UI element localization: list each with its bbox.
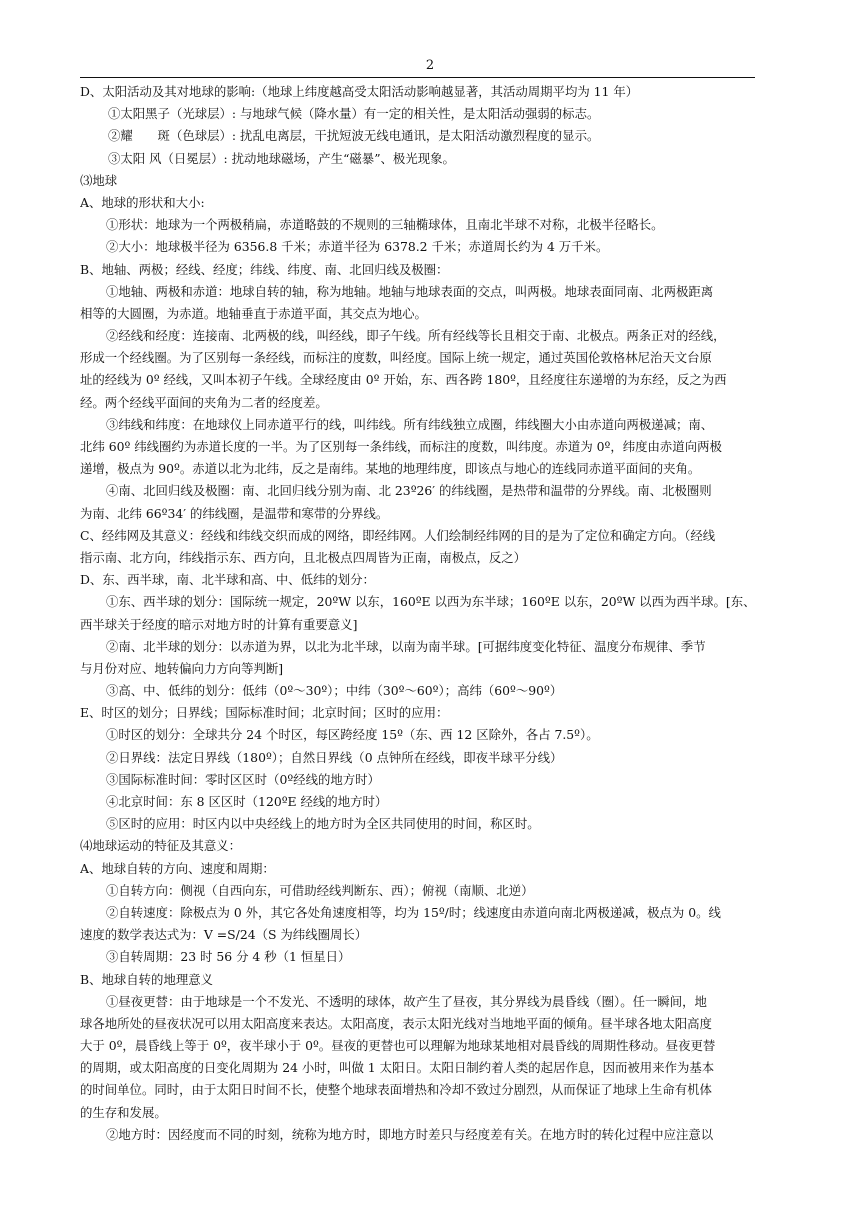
text-line: D、东、西半球，南、北半球和高、中、低纬的划分： (80, 572, 375, 588)
text-line: 为南、北纬 66º34′ 的纬线圈，是温带和寒带的分界线。 (80, 505, 389, 521)
text-line: ①自转方向：侧视（自西向东，可借助经线判断东、西）；俯视（南顺、北逆） (106, 882, 534, 898)
text-line: 指示南、北方向，纬线指示东、西方向，且北极点四周皆为正南，南极点，反之） (80, 549, 527, 565)
text-line: ①地轴、两极和赤道：地球自转的轴，称为地轴。地轴与地球表面的交点，叫两极。地球表面同南、北两极距离 (106, 283, 714, 299)
text-line: D、太阳活动及其对地球的影响:（地球上纬度越高受太阳活动影响越显著，其活动周期平均为 11 年） (80, 84, 639, 99)
text-line: ①太阳黑子（光球层）: 与地球气候（降水量）有一定的相关性，是太阳活动强弱的标志。 (108, 106, 600, 122)
text-line: ①时区的划分：全球共分 24 个时区，每区跨经度 15º（东、西 12 区除外，各占 7.5º）。 (106, 727, 599, 743)
header-rule (80, 77, 755, 78)
text-line: 的时间单位。同时，由于太阳日时间不长，使整个地球表面增热和冷却不致过分剧烈，从而保证了地球上生命有机体 (80, 1082, 712, 1098)
text-line: 北纬 60º 纬线圈约为赤道长度的一半。为了区别每一条纬线，而标注的度数，叫纬度。赤道为 0º，纬度由赤道向两极 (80, 439, 722, 454)
text-line: A、地球的形状和大小: (80, 194, 205, 210)
text-line: ②地方时：因经度而不同的时刻，统称为地方时，即地方时差只与经度差有关。在地方时的转化过程中应注意以 (106, 1126, 714, 1142)
text-line: ⑤区时的应用：时区内以中央经线上的地方时为全区共同使用的时间，称区时。 (106, 816, 540, 832)
text-line: ①东、西半球的划分：国际统一规定，20ºW 以东，160ºE 以西为东半球；160ºE 以东，20ºW 以西为西半球。[东、 (106, 594, 756, 610)
text-line: 与月份对应、地转偏向力方向等判断] (80, 660, 284, 676)
text-line: 形成一个经线圈。为了区别每一条经线，而标注的度数，叫经度。国际上统一规定，通过英国伦敦格林尼治天文台原 (80, 350, 712, 366)
text-line: 球各地所处的昼夜状况可以用太阳高度来表达。太阳高度，表示太阳光线对当地地平面的倾角。昼半球各地太阳高度 (80, 1015, 712, 1031)
text-line: B、地轴、两极；经线、经度；纬线、纬度、南、北回归线及极圈： (80, 261, 449, 277)
text-line: ③高、中、低纬的划分：低纬（0º～30º）；中纬（30º～60º）；高纬（60º～90º） (106, 683, 563, 699)
text-line: 相等的大圆圈，为赤道。地轴垂直于赤道平面，其交点为地心。 (80, 305, 427, 321)
text-line: ⑶地球 (80, 172, 118, 188)
text-line: 速度的数学表达式为：V =S/24（S 为纬线圈周长） (80, 927, 368, 943)
text-line: ①形状：地球为一个两极稍扁，赤道略鼓的不规则的三轴椭球体，且南北半球不对称，北极半径略长。 (106, 217, 664, 233)
text-line: ④南、北回归线及极圈：南、北回归线分别为南、北 23º26′ 的纬线圈，是热带和温带的分界线。南、北极圈则 (106, 483, 712, 499)
text-line: ③国际标准时间：零时区区时（0º经线的地方时） (106, 771, 380, 787)
text-line: 大于 0º，晨昏线上等于 0º，夜半球小于 0º。昼夜的更替也可以理解为地球某地相对晨昏线的周期性移动。昼夜更替 (80, 1038, 716, 1054)
text-line: ③纬线和纬度：在地球仪上同赤道平行的线，叫纬线。所有纬线独立成圈，纬线圈大小由赤道向两极递减；南、 (106, 416, 714, 432)
text-line: ②日界线：法定日界线（180º）；自然日界线（0 点钟所在经线，即夜半球平分线） (106, 749, 563, 765)
text-line: A、地球自转的方向、速度和周期： (80, 860, 275, 876)
text-line: ⑷地球运动的特征及其意义： (80, 838, 242, 854)
document-body (80, 81, 770, 1146)
page-number: 2 (425, 58, 435, 73)
text-line: B、地球自转的地理意义 (80, 971, 214, 987)
text-line: C、经纬网及其意义：经线和纬线交织而成的网络，即经纬网。人们绘制经纬网的目的是为了定位和确定方向。（经线 (80, 527, 716, 543)
text-line: 的周期，或太阳高度的日变化周期为 24 小时，叫做 1 太阳日。太阳日制约着人类的起居作息，因而被用来作为基本 (80, 1060, 715, 1076)
text-line: 经。两个经线平面间的夹角为二者的经度差。 (80, 394, 328, 410)
text-line: ③太阳 风（日冕层）: 扰动地球磁场，产生“磁暴”、极光现象。 (108, 150, 455, 166)
text-line: 递增，极点为 90º。赤道以北为北纬，反之是南纬。某地的地理纬度，即该点与地心的连线同赤道平面间的夹角。 (80, 461, 701, 477)
text-line: 的生存和发展。 (80, 1104, 167, 1120)
text-line: ②经线和经度：连接南、北两极的线，叫经线，即子午线。所有经线等长且相交于南、北极点。两条正对的经线， (106, 328, 726, 344)
text-line: ①昼夜更替：由于地球是一个不发光、不透明的球体，故产生了昼夜，其分界线为晨昏线（圈）。任一瞬间，地 (106, 993, 707, 1009)
text-line: 西半球关于经度的暗示对地方时的计算有重要意义] (80, 616, 358, 632)
text-line: E、时区的划分；日界线；国际标准时间；北京时间；区时的应用： (80, 705, 449, 721)
text-line: ②耀 斑（色球层）: 扰乱电离层，干扰短波无线电通讯，是太阳活动激烈程度的显示。 (108, 128, 600, 144)
text-line: ②自转速度：除极点为 0 外，其它各处角速度相等，均为 15º/时；线速度由赤道向南北两极递减，极点为 0。线 (106, 904, 721, 920)
text-line: ④北京时间：东 8 区区时（120ºE 经线的地方时） (106, 794, 388, 809)
text-line: ③自转周期：23 时 56 分 4 秒（1 恒星日） (106, 949, 351, 965)
text-line: ②大小：地球极半径为 6356.8 千米；赤道半径为 6378.2 千米；赤道周长约为 4 万千米。 (106, 239, 609, 255)
text-line: ②南、北半球的划分：以赤道为界，以北为北半球，以南为南半球。[可据纬度变化特征、温度分布规律、季节 (106, 638, 706, 654)
text-line: 址的经线为 0º 经线，又叫本初子午线。全球经度由 0º 开始，东、西各跨 180º，且经度往东递增的为东经，反之为西 (80, 372, 727, 388)
